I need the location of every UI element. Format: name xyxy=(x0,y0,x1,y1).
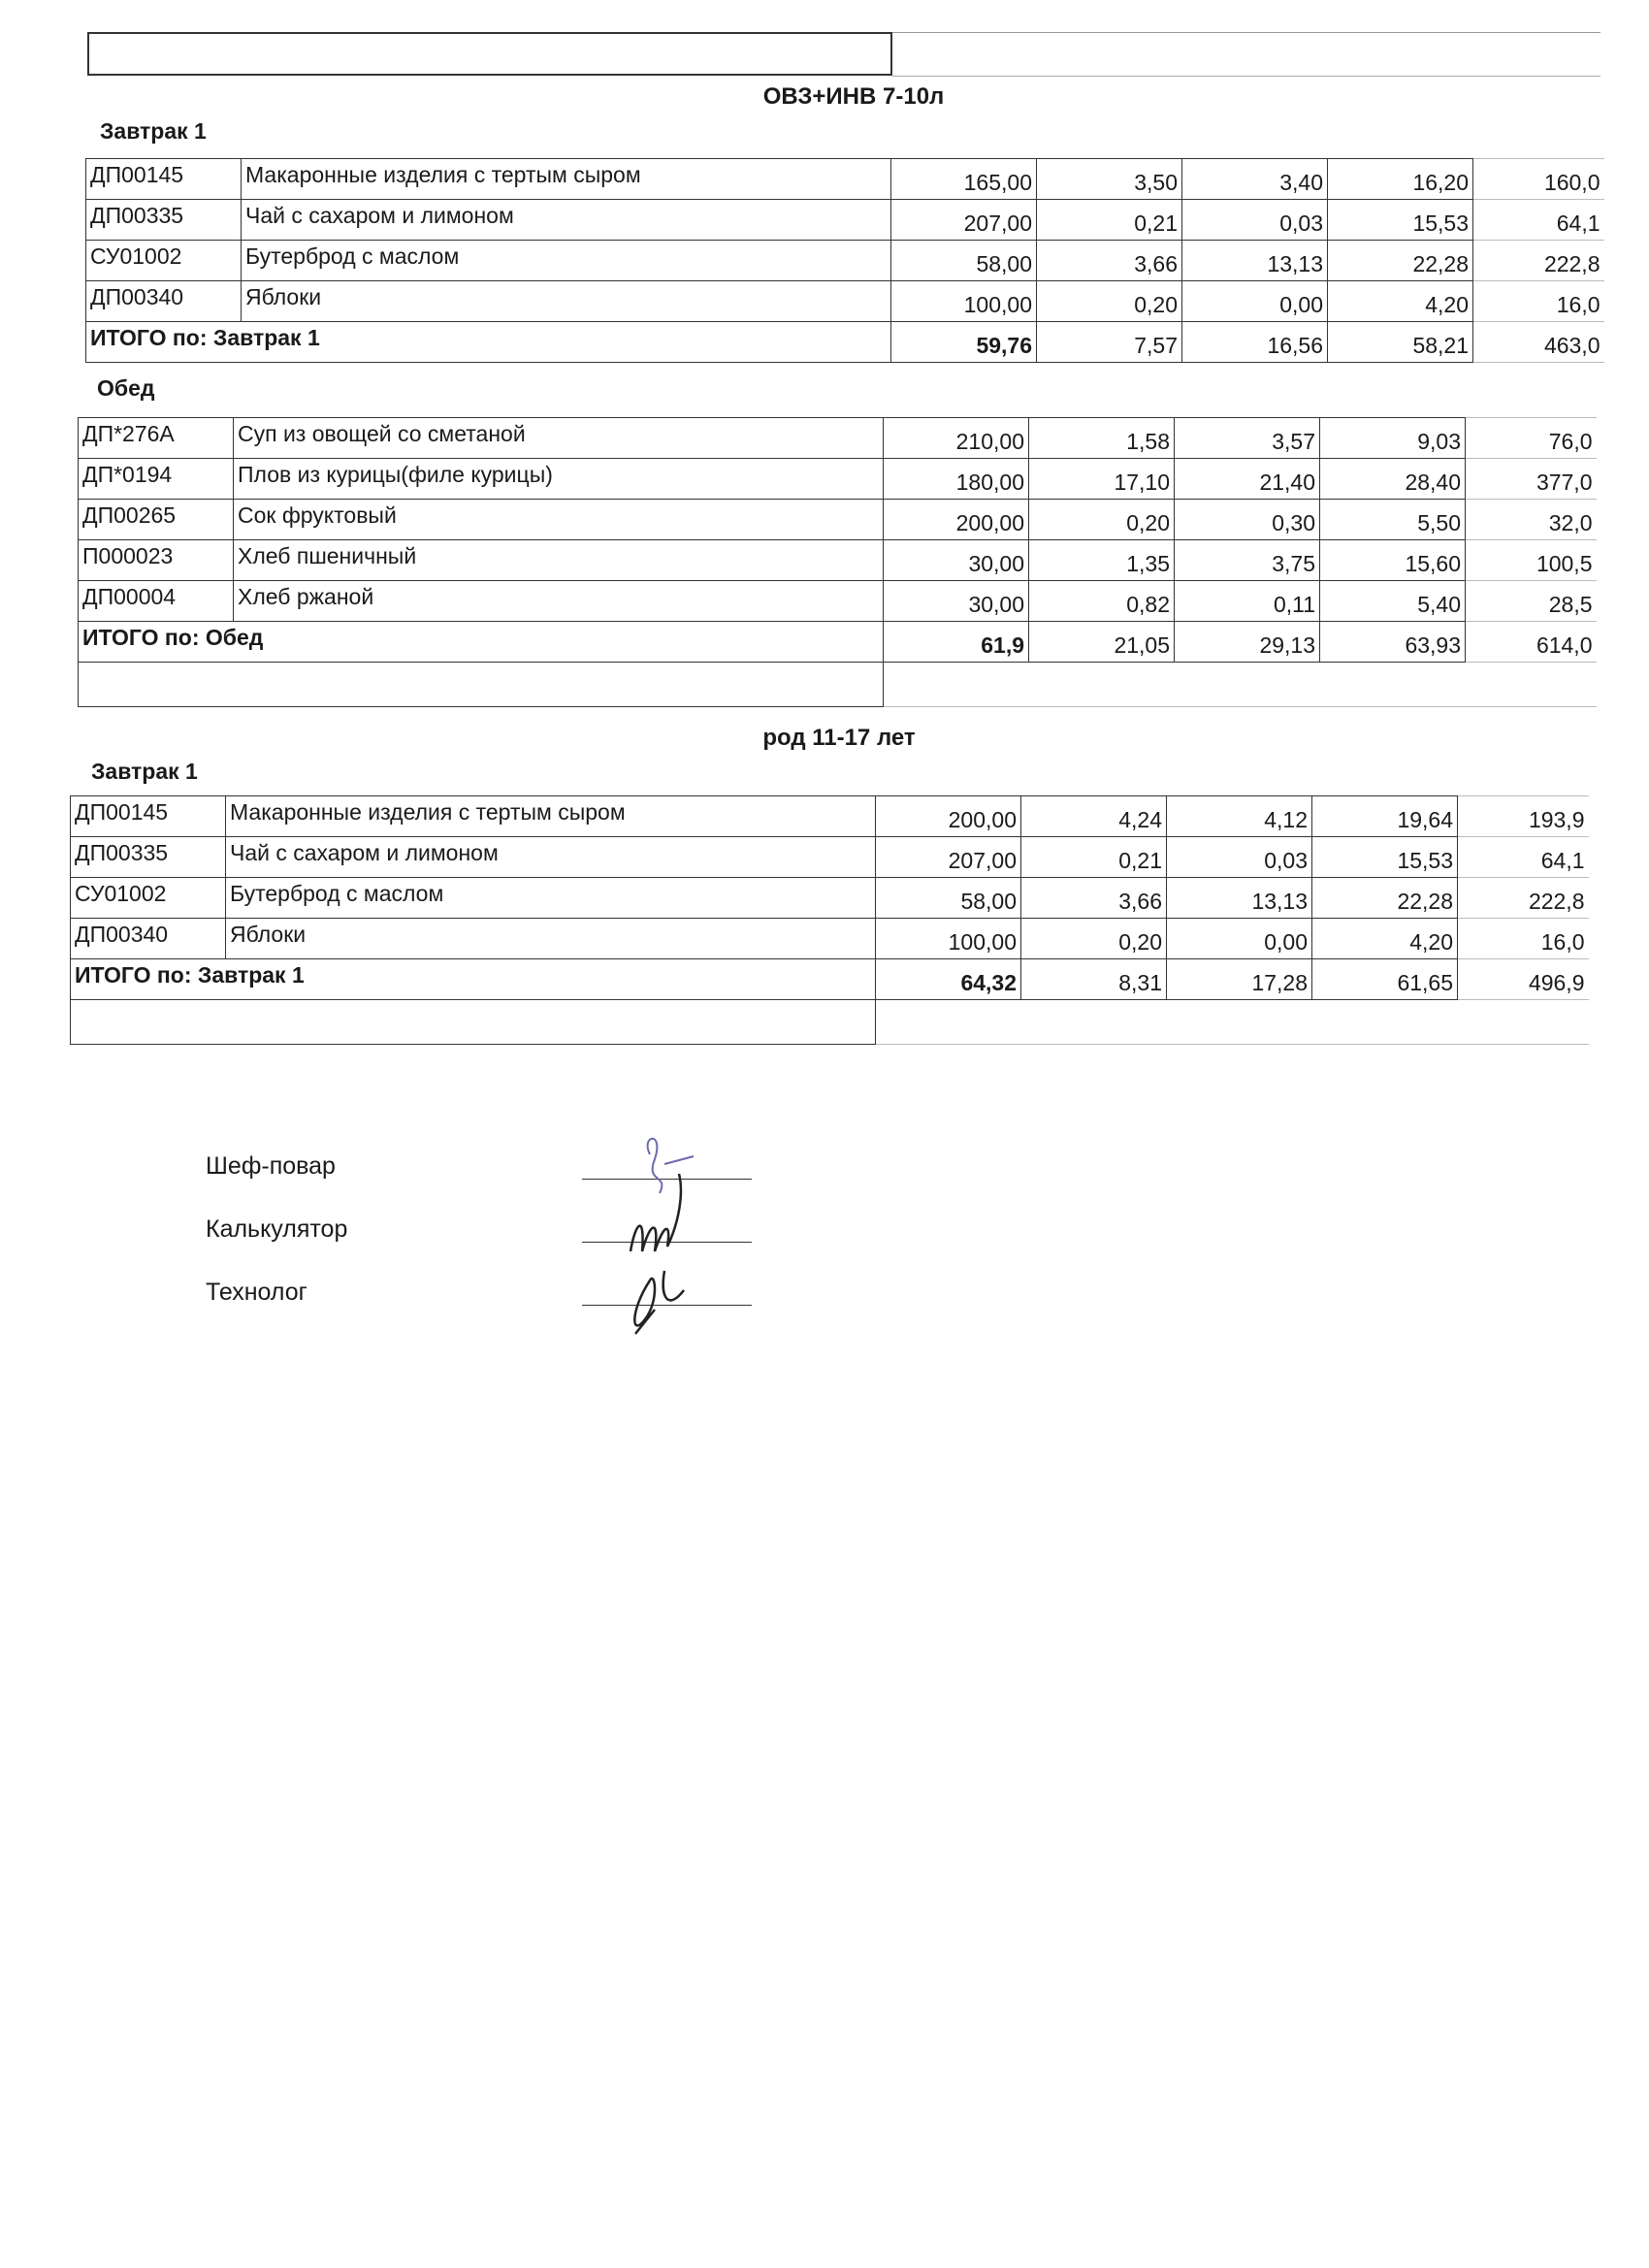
calories: 76,0 xyxy=(1466,418,1597,459)
carbohydrates: 9,03 xyxy=(1320,418,1466,459)
carbohydrates: 15,60 xyxy=(1320,540,1466,581)
portion-weight: 200,00 xyxy=(884,500,1029,540)
dish-code: ДП*0194 xyxy=(79,459,234,500)
portion-weight: 207,00 xyxy=(891,200,1037,241)
dish-code: ДП00335 xyxy=(86,200,242,241)
carbohydrates: 22,28 xyxy=(1328,241,1473,281)
divider xyxy=(892,32,1600,33)
handwritten-signatures xyxy=(611,1116,766,1339)
total-proteins: 7,57 xyxy=(1037,322,1182,363)
dish-code: ДП00004 xyxy=(79,581,234,622)
total-row xyxy=(71,959,1589,1000)
blank-cell xyxy=(71,1000,876,1045)
dish-code: ДП00145 xyxy=(71,796,226,837)
total-row xyxy=(86,322,1604,363)
signature-label-chef: Шеф-повар xyxy=(206,1152,336,1180)
total-label: ИТОГО по: Завтрак 1 xyxy=(71,959,876,1000)
total-row xyxy=(79,622,1597,663)
table-row xyxy=(79,581,1597,622)
carbohydrates: 4,20 xyxy=(1312,919,1458,959)
portion-weight: 30,00 xyxy=(884,581,1029,622)
total-proteins: 21,05 xyxy=(1029,622,1175,663)
blank-row xyxy=(71,1000,1589,1045)
total-price: 64,32 xyxy=(876,959,1021,1000)
blank-cell xyxy=(79,663,884,707)
group-title: ОВЗ+ИНВ 7-10л xyxy=(762,83,945,110)
dish-code: П000023 xyxy=(79,540,234,581)
total-calories: 614,0 xyxy=(1466,622,1597,663)
proteins: 3,66 xyxy=(1037,241,1182,281)
carbohydrates: 15,53 xyxy=(1328,200,1473,241)
table-row xyxy=(71,878,1589,919)
fats: 3,40 xyxy=(1182,159,1328,200)
calories: 100,5 xyxy=(1466,540,1597,581)
portion-weight: 165,00 xyxy=(891,159,1037,200)
blank-row xyxy=(79,663,1597,707)
menu-table-breakfast-11-17 xyxy=(70,795,1589,1045)
blank-cell xyxy=(884,663,1597,707)
fats: 3,75 xyxy=(1175,540,1320,581)
proteins: 0,21 xyxy=(1037,200,1182,241)
carbohydrates: 28,40 xyxy=(1320,459,1466,500)
proteins: 3,50 xyxy=(1037,159,1182,200)
carbohydrates: 4,20 xyxy=(1328,281,1473,322)
carbohydrates: 16,20 xyxy=(1328,159,1473,200)
fats: 0,11 xyxy=(1175,581,1320,622)
divider xyxy=(892,76,1600,77)
blank-cell xyxy=(876,1000,1589,1045)
table-row xyxy=(79,459,1597,500)
dish-name: Хлеб ржаной xyxy=(234,581,884,622)
calories: 222,8 xyxy=(1473,241,1604,281)
proteins: 3,66 xyxy=(1021,878,1167,919)
fats: 13,13 xyxy=(1167,878,1312,919)
dish-name: Суп из овощей со сметаной xyxy=(234,418,884,459)
dish-name: Плов из курицы(филе курицы) xyxy=(234,459,884,500)
total-calories: 496,9 xyxy=(1458,959,1589,1000)
total-fats: 16,56 xyxy=(1182,322,1328,363)
dish-code: ДП00340 xyxy=(86,281,242,322)
fats: 0,03 xyxy=(1167,837,1312,878)
calories: 28,5 xyxy=(1466,581,1597,622)
calories: 193,9 xyxy=(1458,796,1589,837)
table-row xyxy=(86,241,1604,281)
table-row xyxy=(71,837,1589,878)
carbohydrates: 22,28 xyxy=(1312,878,1458,919)
total-fats: 17,28 xyxy=(1167,959,1312,1000)
section-heading: Завтрак 1 xyxy=(100,118,207,144)
table-row xyxy=(86,200,1604,241)
table-row xyxy=(86,159,1604,200)
calories: 222,8 xyxy=(1458,878,1589,919)
dish-code: СУ01002 xyxy=(86,241,242,281)
dish-name: Чай с сахаром и лимоном xyxy=(226,837,876,878)
total-carbohydrates: 63,93 xyxy=(1320,622,1466,663)
portion-weight: 200,00 xyxy=(876,796,1021,837)
proteins: 0,20 xyxy=(1037,281,1182,322)
section-heading: Завтрак 1 xyxy=(91,759,198,784)
proteins: 0,82 xyxy=(1029,581,1175,622)
fats: 0,00 xyxy=(1182,281,1328,322)
fats: 0,30 xyxy=(1175,500,1320,540)
fats: 4,12 xyxy=(1167,796,1312,837)
menu-table-lunch-7-10 xyxy=(78,417,1597,707)
dish-code: ДП00265 xyxy=(79,500,234,540)
calories: 16,0 xyxy=(1473,281,1604,322)
portion-weight: 210,00 xyxy=(884,418,1029,459)
carbohydrates: 5,50 xyxy=(1320,500,1466,540)
calories: 64,1 xyxy=(1458,837,1589,878)
portion-weight: 100,00 xyxy=(876,919,1021,959)
dish-name: Макаронные изделия с тертым сыром xyxy=(226,796,876,837)
dish-name: Сок фруктовый xyxy=(234,500,884,540)
proteins: 0,20 xyxy=(1029,500,1175,540)
portion-weight: 58,00 xyxy=(891,241,1037,281)
header-empty-box xyxy=(87,32,892,76)
signature-label-calculator: Калькулятор xyxy=(206,1215,348,1243)
carbohydrates: 5,40 xyxy=(1320,581,1466,622)
carbohydrates: 19,64 xyxy=(1312,796,1458,837)
calories: 377,0 xyxy=(1466,459,1597,500)
table-row xyxy=(71,796,1589,837)
total-price: 59,76 xyxy=(891,322,1037,363)
calories: 16,0 xyxy=(1458,919,1589,959)
fats: 3,57 xyxy=(1175,418,1320,459)
table-row xyxy=(79,500,1597,540)
total-fats: 29,13 xyxy=(1175,622,1320,663)
calories: 64,1 xyxy=(1473,200,1604,241)
portion-weight: 100,00 xyxy=(891,281,1037,322)
total-proteins: 8,31 xyxy=(1021,959,1167,1000)
total-carbohydrates: 58,21 xyxy=(1328,322,1473,363)
total-label: ИТОГО по: Завтрак 1 xyxy=(86,322,891,363)
fats: 0,03 xyxy=(1182,200,1328,241)
table-row xyxy=(79,540,1597,581)
portion-weight: 207,00 xyxy=(876,837,1021,878)
total-label: ИТОГО по: Обед xyxy=(79,622,884,663)
fats: 13,13 xyxy=(1182,241,1328,281)
dish-code: ДП*276А xyxy=(79,418,234,459)
dish-code: ДП00335 xyxy=(71,837,226,878)
calories: 160,0 xyxy=(1473,159,1604,200)
table-row xyxy=(71,919,1589,959)
dish-name: Бутерброд с маслом xyxy=(226,878,876,919)
proteins: 4,24 xyxy=(1021,796,1167,837)
total-carbohydrates: 61,65 xyxy=(1312,959,1458,1000)
dish-name: Хлеб пшеничный xyxy=(234,540,884,581)
dish-name: Макаронные изделия с тертым сыром xyxy=(242,159,891,200)
dish-code: СУ01002 xyxy=(71,878,226,919)
menu-table-breakfast-7-10 xyxy=(85,158,1604,363)
dish-code: ДП00340 xyxy=(71,919,226,959)
dish-name: Чай с сахаром и лимоном xyxy=(242,200,891,241)
portion-weight: 58,00 xyxy=(876,878,1021,919)
group-title: род 11-17 лет xyxy=(762,725,916,751)
portion-weight: 30,00 xyxy=(884,540,1029,581)
proteins: 0,20 xyxy=(1021,919,1167,959)
dish-name: Яблоки xyxy=(242,281,891,322)
proteins: 17,10 xyxy=(1029,459,1175,500)
proteins: 1,35 xyxy=(1029,540,1175,581)
section-heading: Обед xyxy=(97,375,155,401)
proteins: 1,58 xyxy=(1029,418,1175,459)
carbohydrates: 15,53 xyxy=(1312,837,1458,878)
total-price: 61,9 xyxy=(884,622,1029,663)
calories: 32,0 xyxy=(1466,500,1597,540)
fats: 0,00 xyxy=(1167,919,1312,959)
dish-name: Бутерброд с маслом xyxy=(242,241,891,281)
signature-label-technologist: Технолог xyxy=(206,1279,307,1306)
total-calories: 463,0 xyxy=(1473,322,1604,363)
proteins: 0,21 xyxy=(1021,837,1167,878)
dish-name: Яблоки xyxy=(226,919,876,959)
portion-weight: 180,00 xyxy=(884,459,1029,500)
dish-code: ДП00145 xyxy=(86,159,242,200)
fats: 21,40 xyxy=(1175,459,1320,500)
table-row xyxy=(86,281,1604,322)
table-row xyxy=(79,418,1597,459)
